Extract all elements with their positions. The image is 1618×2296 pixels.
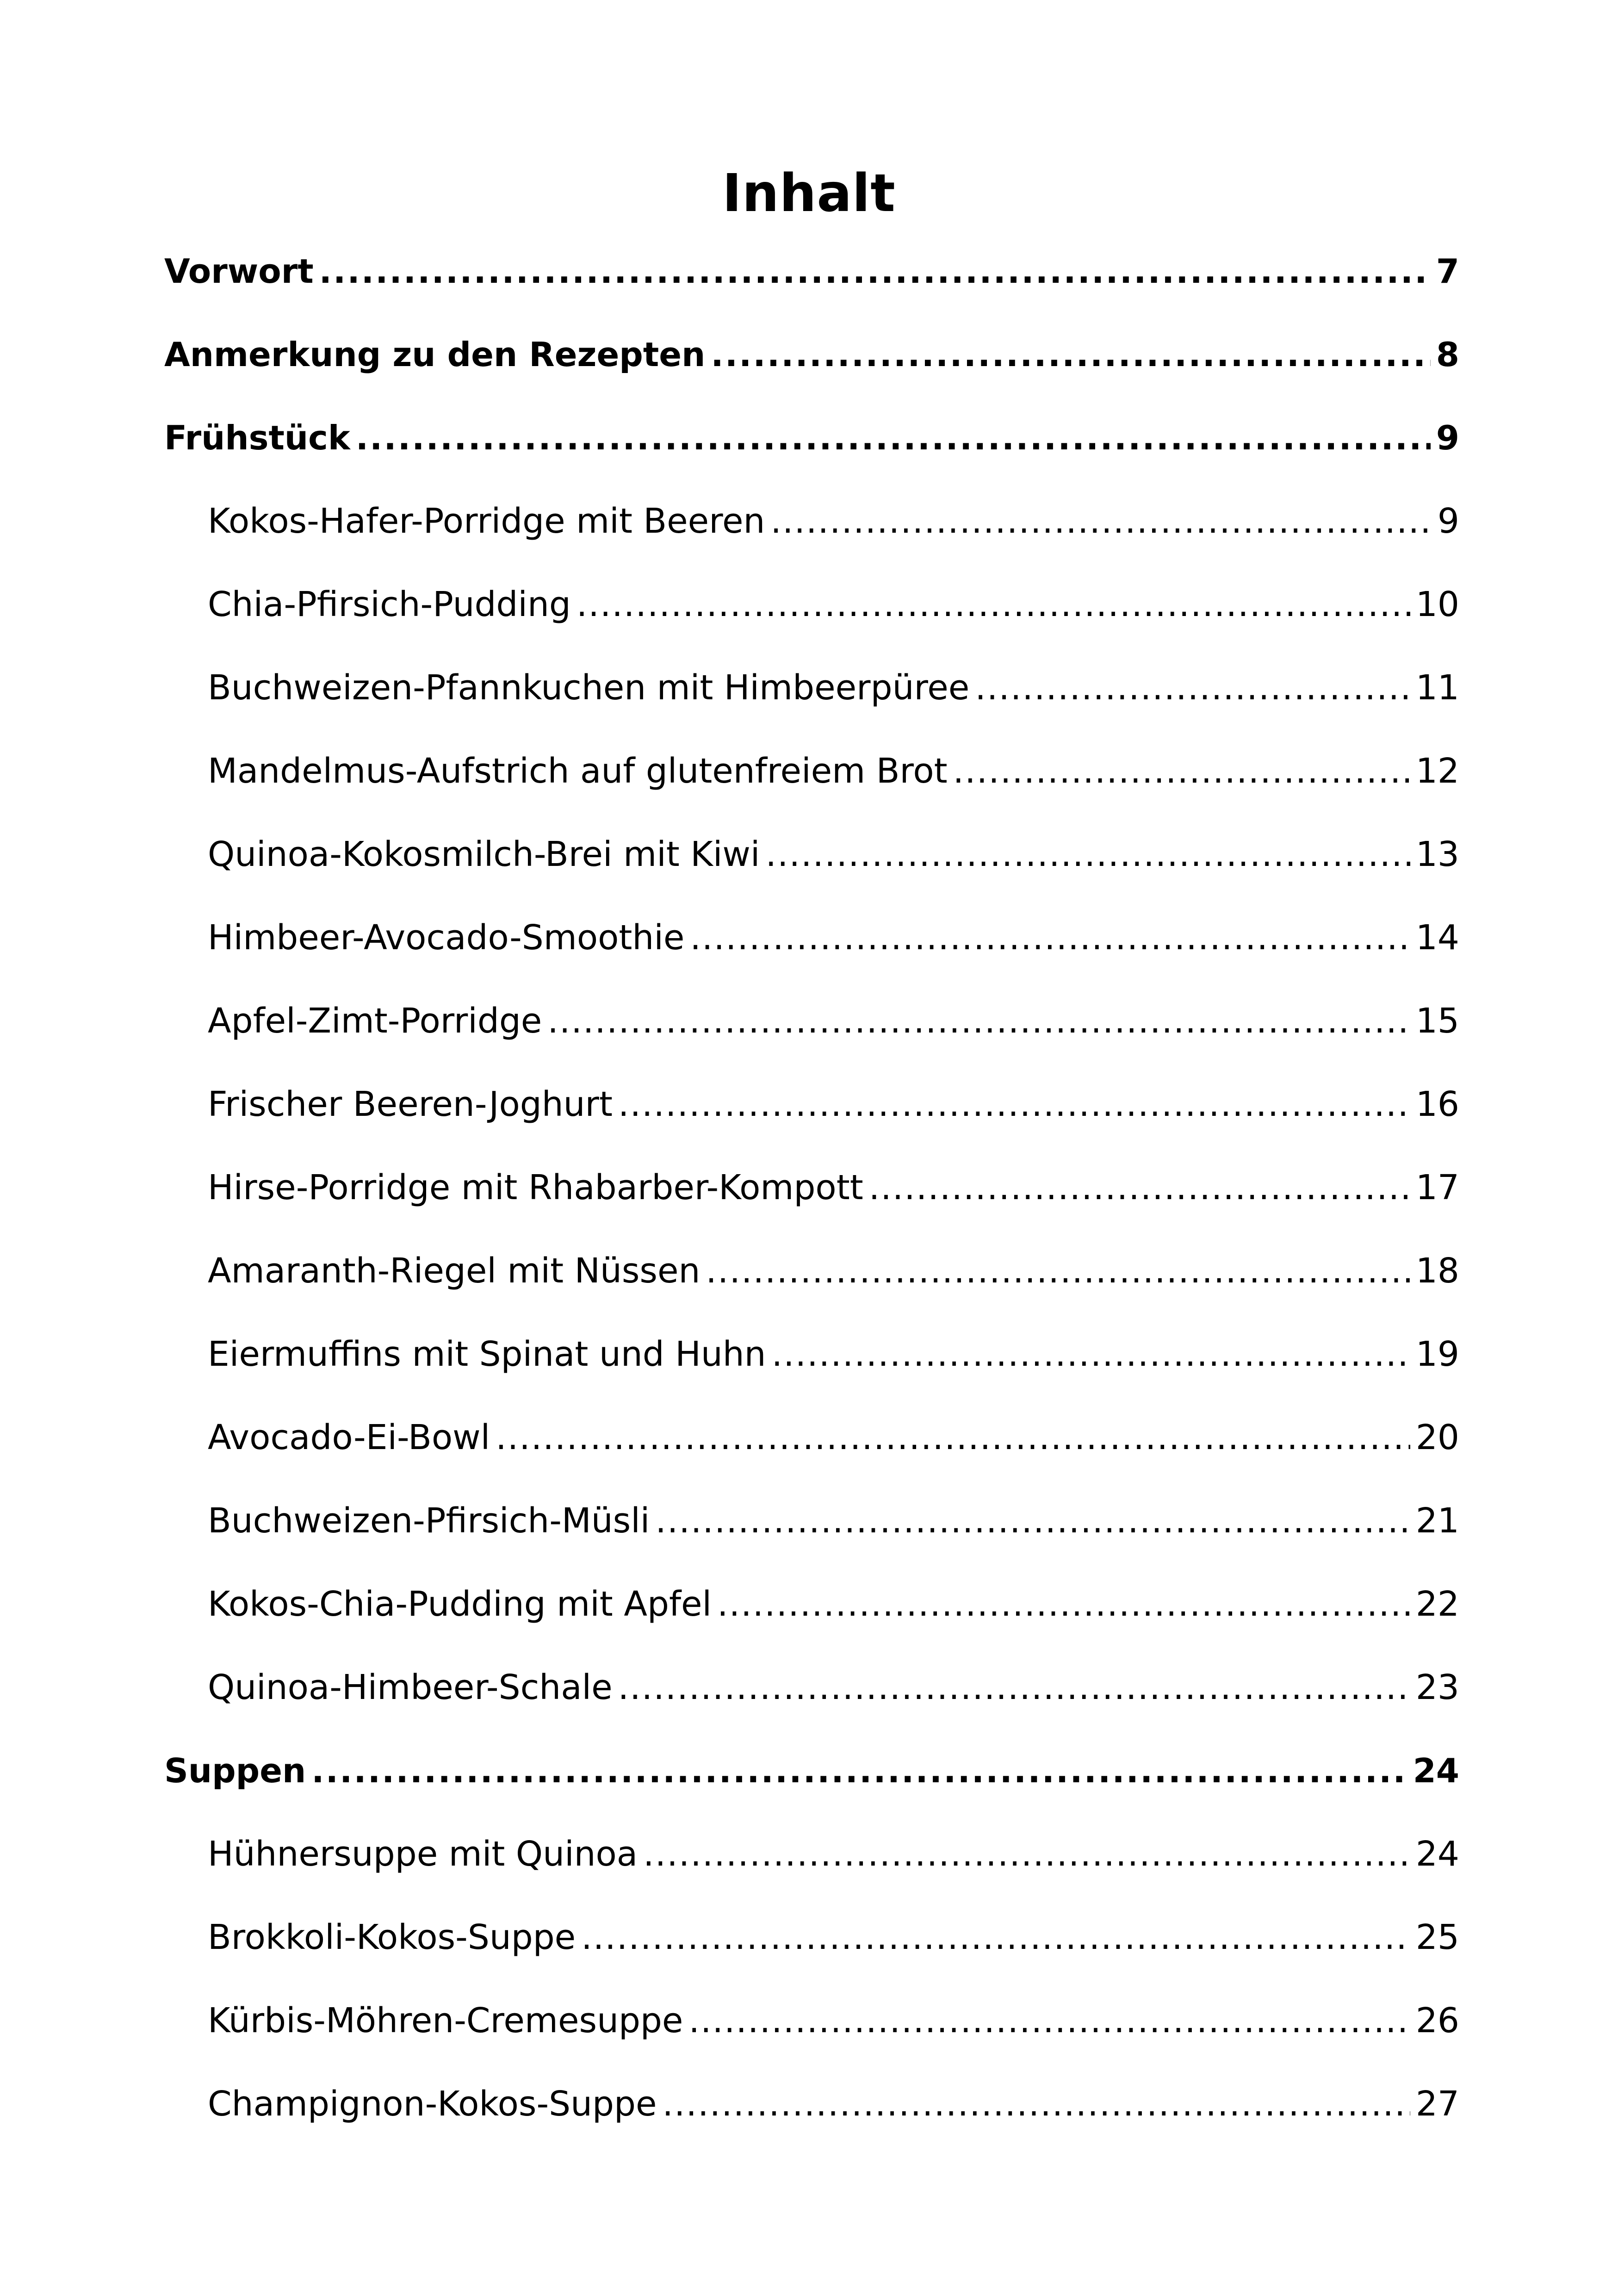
toc-entry-label: Suppen (164, 1751, 306, 1790)
toc-entry-label: Brokkoli-Kokos-Suppe (208, 1917, 576, 1957)
toc-entry[interactable] (164, 412, 1459, 463)
toc-entry[interactable] (208, 579, 1459, 630)
toc-entry-label: Frühstück (164, 418, 350, 457)
toc-entry[interactable] (208, 662, 1459, 713)
toc-leader-dots (717, 1584, 1410, 1624)
toc-entry-label: Eiermuffins mit Spinat und Huhn (208, 1334, 766, 1374)
toc-entry-page-number: 19 (1415, 1334, 1459, 1374)
toc-leader-dots (711, 335, 1431, 374)
toc-entry[interactable] (208, 1912, 1459, 1963)
toc-leader-dots (319, 252, 1431, 291)
toc-entry-label: Frischer Beeren-Joghurt (208, 1084, 613, 1124)
toc-leader-dots (765, 834, 1410, 874)
toc-leader-dots (975, 668, 1410, 708)
toc-entry[interactable] (208, 1662, 1459, 1713)
toc-entry-label: Quinoa-Himbeer-Schale (208, 1668, 613, 1707)
toc-entry[interactable] (164, 1745, 1459, 1796)
toc-leader-dots (581, 1917, 1410, 1957)
toc-entry-page-number: 25 (1415, 1917, 1459, 1957)
toc-entry-page-number: 7 (1436, 252, 1459, 291)
toc-leader-dots (618, 1084, 1410, 1124)
toc-entry-label: Buchweizen-Pfirsich-Müsli (208, 1501, 650, 1541)
toc-entry[interactable] (208, 1162, 1459, 1213)
toc-entry-page-number: 18 (1415, 1251, 1459, 1291)
toc-entry-label: Avocado-Ei-Bowl (208, 1418, 490, 1457)
toc-leader-dots (643, 1834, 1410, 1874)
toc-leader-dots (690, 918, 1410, 958)
toc-entry-page-number: 24 (1413, 1751, 1459, 1790)
toc-leader-dots (311, 1751, 1407, 1790)
toc-entry-label: Quinoa-Kokosmilch-Brei mit Kiwi (208, 834, 760, 874)
toc-entry[interactable] (208, 912, 1459, 963)
toc-entry[interactable] (208, 1995, 1459, 2046)
toc-entry-page-number: 27 (1415, 2084, 1459, 2124)
toc-entry-page-number: 12 (1415, 751, 1459, 791)
toc-entry-label: Hühnersuppe mit Quinoa (208, 1834, 638, 1874)
toc-entry[interactable] (208, 746, 1459, 796)
toc-entry[interactable] (208, 1579, 1459, 1630)
toc-entry-page-number: 11 (1415, 668, 1459, 708)
toc-leader-dots (770, 501, 1432, 541)
toc-entry-page-number: 26 (1415, 2001, 1459, 2041)
toc-leader-dots (618, 1668, 1410, 1707)
toc-entry[interactable] (208, 2078, 1459, 2129)
toc-entry[interactable] (208, 1079, 1459, 1130)
toc-entry-page-number: 21 (1415, 1501, 1459, 1541)
toc-entry-label: Kokos-Chia-Pudding mit Apfel (208, 1584, 712, 1624)
toc-entry-page-number: 14 (1415, 918, 1459, 958)
toc-entry[interactable] (208, 1412, 1459, 1463)
toc-entry[interactable] (208, 1329, 1459, 1380)
toc-entry-page-number: 17 (1415, 1168, 1459, 1207)
toc-entry-label: Kokos-Hafer-Porridge mit Beeren (208, 501, 765, 541)
toc-entry-label: Hirse-Porridge mit Rhabarber-Kompott (208, 1168, 863, 1207)
toc-entry[interactable] (164, 246, 1459, 297)
toc-entry-page-number: 8 (1436, 335, 1459, 374)
toc-entry-label: Vorwort (164, 252, 314, 291)
toc-leader-dots (953, 751, 1410, 791)
toc-entry-page-number: 10 (1415, 585, 1459, 624)
toc-entry-page-number: 22 (1415, 1584, 1459, 1624)
toc-leader-dots (356, 418, 1431, 457)
toc-entry[interactable] (208, 829, 1459, 880)
toc-leader-dots (869, 1168, 1410, 1207)
toc-leader-dots (655, 1501, 1410, 1541)
toc-entry-label: Kürbis-Möhren-Cremesuppe (208, 2001, 683, 2041)
toc-entry-page-number: 9 (1437, 501, 1459, 541)
toc-entry-label: Apfel-Zimt-Porridge (208, 1001, 542, 1041)
toc-entry-label: Amaranth-Riegel mit Nüssen (208, 1251, 701, 1291)
toc-entry-page-number: 15 (1415, 1001, 1459, 1041)
toc-entry-page-number: 13 (1415, 834, 1459, 874)
toc-entry-page-number: 16 (1415, 1084, 1459, 1124)
toc-entry[interactable] (208, 1495, 1459, 1546)
toc-entry[interactable] (208, 996, 1459, 1046)
toc-entry-label: Anmerkung zu den Rezepten (164, 335, 706, 374)
toc-entry-page-number: 9 (1436, 418, 1459, 457)
toc-entry-page-number: 24 (1415, 1834, 1459, 1874)
toc-entry-label: Buchweizen-Pfannkuchen mit Himbeerpüree (208, 668, 970, 708)
toc-entry-label: Mandelmus-Aufstrich auf glutenfreiem Brot (208, 751, 948, 791)
toc-leader-dots (577, 585, 1410, 624)
toc-entry[interactable] (208, 1829, 1459, 1879)
toc-entry-label: Himbeer-Avocado-Smoothie (208, 918, 685, 958)
toc-leader-dots (706, 1251, 1410, 1291)
toc-entry-label: Chia-Pfirsich-Pudding (208, 585, 571, 624)
toc-entry[interactable] (164, 329, 1459, 380)
toc-leader-dots (663, 2084, 1410, 2124)
toc-leader-dots (688, 2001, 1410, 2041)
toc-entry-page-number: 20 (1415, 1418, 1459, 1457)
toc-entry-label: Champignon-Kokos-Suppe (208, 2084, 657, 2124)
toc-entry-page-number: 23 (1415, 1668, 1459, 1707)
toc-entry[interactable] (208, 496, 1459, 547)
page-title: Inhalt (722, 163, 896, 224)
toc-leader-dots (547, 1001, 1410, 1041)
toc-leader-dots (496, 1418, 1410, 1457)
toc-leader-dots (772, 1334, 1410, 1374)
toc-entry[interactable] (208, 1245, 1459, 1296)
